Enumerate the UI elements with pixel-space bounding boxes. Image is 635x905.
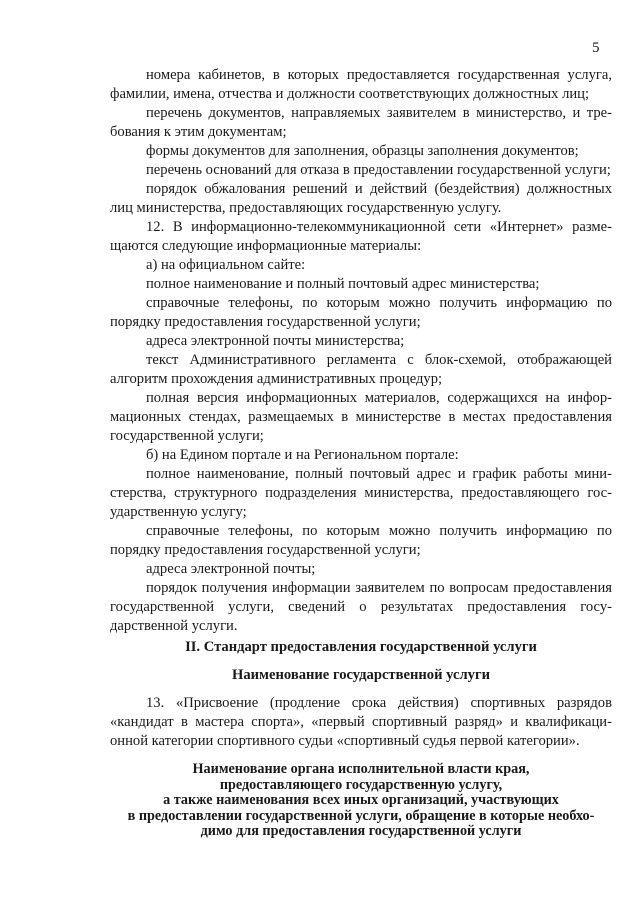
paragraph: адреса электронной почты; xyxy=(146,561,316,577)
paragraph: перечень оснований для отказа в предоставлении государственной услуги; xyxy=(146,162,611,178)
organ-heading-line: в предоставлении государственной услуги, обращение в которые необхо- xyxy=(127,807,595,824)
organ-heading-line: предоставляющего государственную услугу, xyxy=(219,776,503,793)
paragraph: 12. В информационно-телекоммуникационной сети «Интернет» размещаются следующие информационные материалы: xyxy=(110,219,612,254)
section-heading: II. Стандарт предоставления государственной услуги xyxy=(185,639,537,655)
paragraph: справочные телефоны, по которым можно получить информацию по порядку предоставления государственной услуги; xyxy=(110,295,612,330)
paragraph: перечень документов, направляемых заявителем в министерство, и требования к этим документам; xyxy=(110,105,612,140)
page-number: 5 xyxy=(592,40,600,56)
paragraph: справочные телефоны, по которым можно получить информацию по порядку предоставления государственной услуги; xyxy=(110,523,612,558)
body-text xyxy=(110,66,612,636)
paragraph: б) на Едином портале и на Региональном портале: xyxy=(146,447,459,463)
paragraph-13: 13. «Присвоение (продление срока действия) спортивных разрядов «кандидат в мастера спорта», «первый спортивный разряд» и квалификационной категории спортивного судьи «спортивный судья первой категории». xyxy=(110,695,612,749)
paragraph: полная версия информационных материалов, содержащихся на информационных стендах, размещаемых в министерстве в местах предоставления государственной услуги; xyxy=(110,390,612,444)
paragraph: полное наименование, полный почтовый адрес и график работы министерства, структурного подразделения министерства, предоставляющего государственную услугу; xyxy=(110,466,612,520)
paragraph: адреса электронной почты министерства; xyxy=(146,333,405,349)
paragraph: порядок обжалования решений и действий (бездействия) должностных лиц министерства, предоставляющих государственную услугу. xyxy=(110,181,612,216)
paragraph: текст Административного регламента с блок-схемой, отображающей алгоритм прохождения административных процедур; xyxy=(110,352,612,387)
organ-heading-line: Наименование органа исполнительной власти края, xyxy=(192,761,530,777)
organ-heading-line: а также наименования всех иных организаций, участвующих xyxy=(163,792,559,808)
paragraph: полное наименование и полный почтовый адрес министерства; xyxy=(146,276,540,292)
paragraph-13-block xyxy=(110,694,612,751)
paragraph: порядок получения информации заявителем по вопросам предоставления государственной услуги, сведений о результатах предоставления государственной услуги. xyxy=(110,580,612,634)
organ-heading xyxy=(104,762,618,840)
paragraph: номера кабинетов, в которых предоставляется государственная услуга, фамилии, имена, отчества и должности соответствующих должностных лиц; xyxy=(110,67,612,102)
subsection-heading: Наименование государственной услуги xyxy=(232,667,490,683)
paragraph: а) на официальном сайте: xyxy=(146,257,306,273)
paragraph: формы документов для заполнения, образцы заполнения документов; xyxy=(146,143,579,159)
organ-heading-line: димо для предоставления государственной услуги xyxy=(200,823,522,839)
